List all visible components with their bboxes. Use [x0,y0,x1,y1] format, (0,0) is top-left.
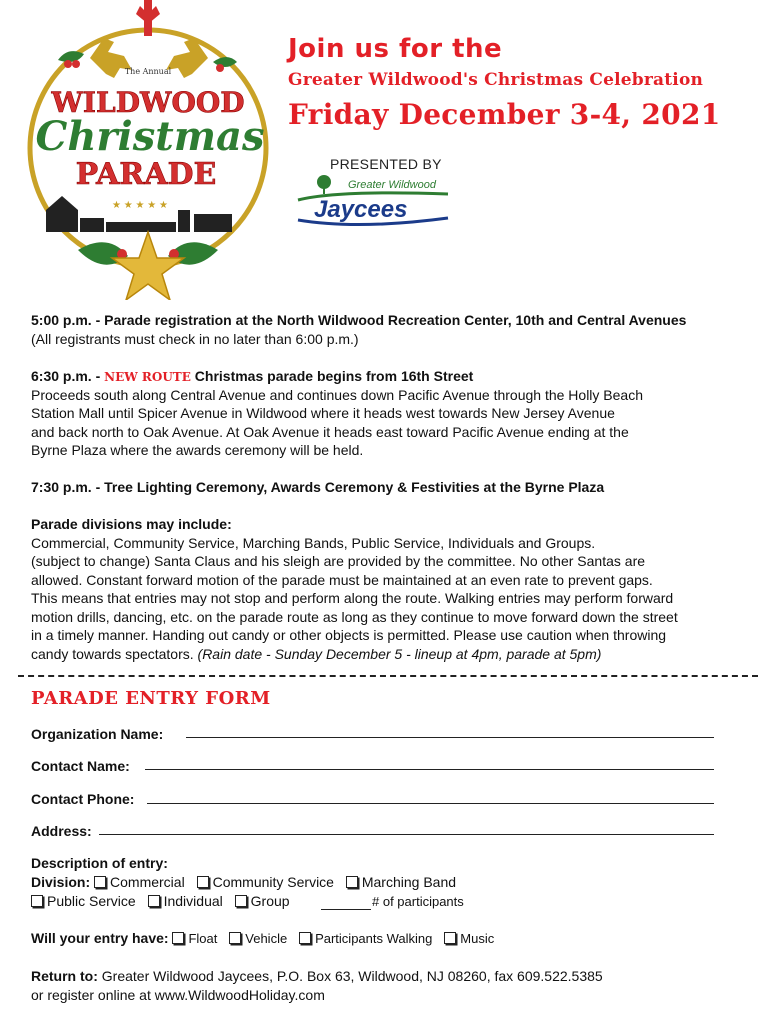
presented-by-label: PRESENTED BY [330,156,442,172]
logo-wildwood: WILDWOOD [51,86,245,119]
entry-has-label: Will your entry have: [31,930,169,946]
option-commercial[interactable]: Commercial [94,874,185,890]
option-group[interactable]: Group [235,893,290,909]
address-label: Address: [31,823,92,839]
logo-parade: PARADE [75,157,217,192]
checkbox-icon[interactable] [229,932,241,944]
division-label: Division: [31,874,91,890]
divisions-line-5: motion drills, dancing, etc. on the parade route as long as they continue to move forward down the street [31,609,678,625]
svg-text:★ ★ ★ ★ ★: ★ ★ ★ ★ ★ [112,200,168,211]
headline-date: Friday December 3-4, 2021 [288,98,721,131]
option-participants-walking[interactable]: Participants Walking [299,931,432,946]
divisions-line-6: in a timely manner. Handing out candy or other objects is permitted. Please use caution when throwing [31,627,667,643]
schedule-registration-note: (All registrants must check in no later than 6:00 p.m.) [31,331,359,347]
return-to [31,967,746,986]
cut-line [18,675,758,677]
schedule-tree-lighting: 7:30 p.m. - Tree Lighting Ceremony, Awards Ceremony & Festivities at the Byrne Plaza [31,479,605,495]
divisions-heading: Parade divisions may include: [31,516,232,532]
checkbox-icon[interactable] [235,895,247,907]
option-music[interactable]: Music [444,931,494,946]
route-line-2: Station Mall until Spicer Avenue in Wildwood where it heads west towards New Jersey Avenue [31,405,615,421]
route-line-1: Proceeds south along Central Avenue and continues down Pacific Avenue through the Holly Beach [31,387,644,403]
organization-name-field[interactable] [186,737,714,738]
jaycees-logo [294,170,464,230]
divisions-line-3: allowed. Constant forward motion of the parade must be maintained at an even rate to prevent gaps. [31,572,653,588]
schedule-parade-title: Christmas parade begins from 16th Street [190,368,474,384]
option-marching-band[interactable]: Marching Band [346,874,456,890]
contact-name-field[interactable] [145,769,714,770]
wildwood-christmas-parade-logo [18,0,288,300]
schedule-parade-time: 6:30 p.m. - [31,368,105,384]
contact-name-label: Contact Name: [31,758,130,774]
description-label: Description of entry: [31,855,168,871]
checkbox-icon[interactable] [444,932,456,944]
divisions-line-1: Commercial, Community Service, Marching Bands, Public Service, Individuals and Groups. [31,535,596,551]
return-to-address: Greater Wildwood Jaycees, P.O. Box 63, Wildwood, NJ 08260, fax 609.522.5385 [97,968,603,984]
participants-count-field[interactable] [321,909,371,910]
checkbox-icon[interactable] [197,876,209,888]
headline-celebration: Greater Wildwood's Christmas Celebration [288,70,704,90]
participants-label: # of participants [372,894,464,909]
address-field[interactable] [99,834,714,835]
form-title: PARADE ENTRY FORM [31,688,271,709]
headline-join: Join us for the [288,34,503,64]
register-online: or register online at www.WildwoodHoliday.com [31,987,325,1003]
logo-christmas: Christmas [35,113,265,160]
checkbox-icon[interactable] [299,932,311,944]
divisions-line-4: This means that entries may not stop and perform along the route. Walking entries may perform forward [31,590,674,606]
option-individual[interactable]: Individual [148,893,223,909]
jaycees-big-text: Jaycees [314,196,408,223]
entry-has-row [31,930,502,946]
new-route-badge: NEW ROUTE [104,370,191,384]
return-to-label: Return to: [31,968,98,984]
divisions-line-7 [31,645,746,664]
route-line-4: Byrne Plaza where the awards ceremony will be held. [31,442,364,458]
rain-date: (Rain date - Sunday December 5 - lineup at 4pm, parade at 5pm) [197,646,602,662]
checkbox-icon[interactable] [346,876,358,888]
contact-phone-label: Contact Phone: [31,791,135,807]
division-row-1 [31,874,464,890]
divisions-line-2: (subject to change) Santa Claus and his sleigh are provided by the committee. No other Santas are [31,553,646,569]
option-community-service[interactable]: Community Service [197,874,334,890]
divisions-line-7a: candy towards spectators. [31,646,198,662]
jaycees-small-text: Greater Wildwood [348,179,436,191]
checkbox-icon[interactable] [94,876,106,888]
option-public-service[interactable]: Public Service [31,893,136,909]
option-vehicle[interactable]: Vehicle [229,931,287,946]
checkbox-icon[interactable] [172,932,184,944]
contact-phone-field[interactable] [147,803,714,804]
checkbox-icon[interactable] [31,895,43,907]
logo-top-text: The Annual [124,67,172,76]
schedule-registration: 5:00 p.m. - Parade registration at the North Wildwood Recreation Center, 10th and Central Avenues [31,312,687,328]
organization-label: Organization Name: [31,726,164,742]
route-line-3: and back north to Oak Avenue. At Oak Avenue it heads east toward Pacific Avenue ending at the [31,424,629,440]
option-float[interactable]: Float [172,931,217,946]
schedule-parade [31,367,746,387]
division-row-2 [31,893,298,909]
checkbox-icon[interactable] [148,895,160,907]
